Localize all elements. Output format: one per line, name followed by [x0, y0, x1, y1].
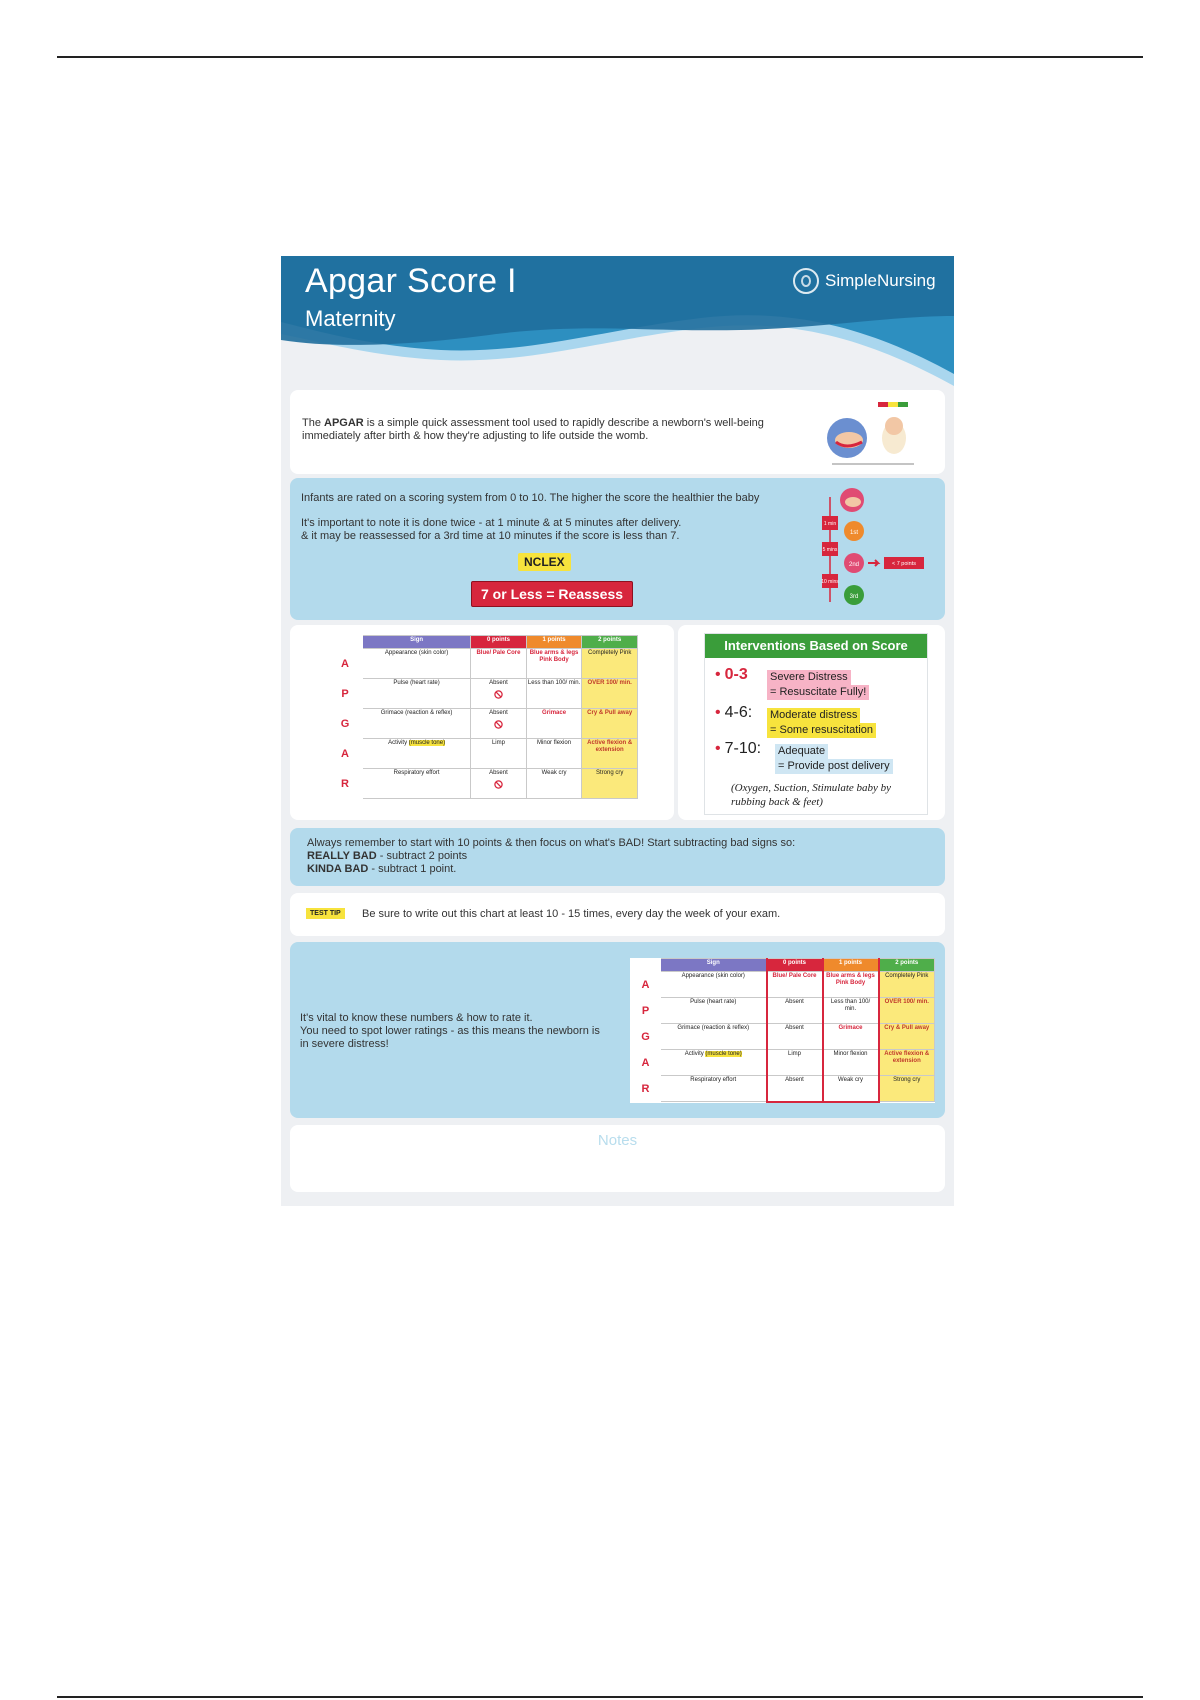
table-row — [328, 709, 638, 739]
row-1-points: Minor flexion — [823, 1050, 879, 1076]
row-0-points: Limp — [471, 739, 527, 769]
no-symbol-icon — [494, 690, 503, 699]
row-0-points: Absent — [767, 1076, 823, 1102]
row-2-points: Strong cry — [582, 769, 638, 799]
row-0-points: Limp — [767, 1050, 823, 1076]
intervention-item: • 7-10: — [715, 740, 762, 757]
table-row — [631, 1076, 935, 1102]
table-header-0-points: 0 points — [767, 959, 823, 972]
row-letter: A — [328, 739, 363, 769]
row-2-points: OVER 100/ min. — [582, 679, 638, 709]
intervention-label: Adequate — [775, 744, 828, 759]
row-sign: Grimace (reaction & reflex) — [363, 709, 471, 739]
row-sign: Respiratory effort — [363, 769, 471, 799]
row-letter: R — [631, 1076, 661, 1102]
scoring-text-timing: It's important to note it is done twice - at 1 minute & at 5 minutes after delivery. & it may be reassessed for a 3rd time at 10 minutes if the score is less than 7. — [301, 517, 682, 542]
row-letter: G — [328, 709, 363, 739]
table-row — [631, 1024, 935, 1050]
nclex-badge: NCLEX — [518, 553, 571, 571]
row-letter: A — [631, 972, 661, 998]
row-letter: G — [631, 1024, 661, 1050]
no-symbol-icon — [494, 780, 503, 789]
bottom-rule — [57, 1696, 1143, 1698]
timeline-label-5min: 5 mins — [822, 547, 838, 553]
row-2-points: Completely Pink — [879, 972, 935, 998]
apgar-table-large — [630, 958, 935, 1103]
row-sign: Pulse (heart rate) — [661, 998, 767, 1024]
notes-card — [290, 1125, 945, 1192]
assessment-timeline-graphic — [810, 482, 940, 617]
table-row — [631, 998, 935, 1024]
table-row — [328, 739, 638, 769]
brand-name: SimpleNursing — [825, 271, 936, 290]
table-row — [328, 679, 638, 709]
row-sign: Activity (muscle tone) — [363, 739, 471, 769]
table-header-sign: Sign — [661, 959, 767, 972]
row-letter: A — [328, 649, 363, 679]
row-1-points: Weak cry — [823, 1076, 879, 1102]
row-sign: Pulse (heart rate) — [363, 679, 471, 709]
intervention-item: • 0-3 — [715, 666, 748, 683]
row-letter: A — [631, 1050, 661, 1076]
intervention-note: (Oxygen, Suction, Stimulate baby by rubbing back & feet) — [731, 782, 892, 808]
row-0-points: Absent — [471, 709, 527, 739]
intervention-label: Moderate distress — [767, 708, 860, 723]
row-sign: Respiratory effort — [661, 1076, 767, 1102]
page-subtitle: Maternity — [305, 306, 396, 331]
vital-numbers-card — [290, 942, 945, 1118]
timeline-arrow-label: < 7 points — [891, 561, 917, 567]
row-0-points: Blue/ Pale Core — [471, 649, 527, 679]
newborn-illustration-icon — [822, 398, 922, 468]
row-2-points: Completely Pink — [582, 649, 638, 679]
test-tip-card — [290, 893, 945, 936]
row-0-points: Absent — [471, 679, 527, 709]
no-symbol-icon — [494, 720, 503, 729]
intervention-action: = Provide post delivery — [775, 759, 893, 774]
row-letter: P — [631, 998, 661, 1024]
row-0-points: Absent — [471, 769, 527, 799]
timeline-step-3rd: 3rd — [849, 594, 859, 600]
apgar-table-small — [327, 635, 638, 799]
timeline-label-10min: 10 mins — [821, 579, 839, 585]
interventions-title: Interventions Based on Score — [705, 634, 927, 658]
intervention-action: = Some resuscitation — [767, 723, 876, 738]
table-header-2-points: 2 points — [582, 636, 638, 649]
row-2-points: Cry & Pull away — [879, 1024, 935, 1050]
intervention-label: Severe Distress — [767, 670, 851, 685]
header-banner — [281, 256, 954, 391]
table-row — [328, 649, 638, 679]
table-row — [631, 972, 935, 998]
table-row — [631, 1050, 935, 1076]
row-sign: Appearance (skin color) — [363, 649, 471, 679]
row-1-points: Weak cry — [526, 769, 582, 799]
timeline-step-1st: 1st — [849, 530, 859, 536]
test-tip-badge: TEST TIP — [306, 908, 345, 919]
table-header-1-points: 1 points — [823, 959, 879, 972]
infographic-sheet — [281, 256, 954, 1206]
scoring-info-card — [290, 478, 945, 620]
row-0-points: Blue/ Pale Core — [767, 972, 823, 998]
intro-text: The APGAR is a simple quick assessment tool used to rapidly describe a newborn's well-being immediately after birth & how they're adjusting to life outside the womb. — [302, 417, 764, 442]
table-header-2-points: 2 points — [879, 959, 935, 972]
row-1-points: Grimace — [823, 1024, 879, 1050]
row-2-points: OVER 100/ min. — [879, 998, 935, 1024]
row-letter: P — [328, 679, 363, 709]
top-rule — [57, 56, 1143, 58]
row-0-points: Absent — [767, 998, 823, 1024]
intervention-action: = Resuscitate Fully! — [767, 685, 869, 700]
apgar-table-card — [290, 625, 674, 820]
scoring-text-line1: Infants are rated on a scoring system from 0 to 10. The higher the score the healthier the baby — [301, 492, 760, 504]
row-sign: Appearance (skin color) — [661, 972, 767, 998]
remember-text: Always remember to start with 10 points & then focus on what's BAD! Start subtracting bad signs so: REALLY BAD - subtract 2 points KINDA BAD - subtract 1 point. — [307, 837, 796, 875]
simplenursing-logo-icon — [793, 268, 819, 294]
intro-card — [290, 390, 945, 474]
page-title: Apgar Score I — [305, 262, 517, 300]
test-tip-text: Be sure to write out this chart at least 10 - 15 times, every day the week of your exam. — [362, 908, 781, 920]
row-1-points: Minor flexion — [526, 739, 582, 769]
row-sign: Grimace (reaction & reflex) — [661, 1024, 767, 1050]
row-sign: Activity (muscle tone) — [661, 1050, 767, 1076]
table-header-sign: Sign — [363, 636, 471, 649]
timeline-label-1min: 1 min — [823, 521, 837, 527]
row-letter: R — [328, 769, 363, 799]
table-header-0-points: 0 points — [471, 636, 527, 649]
row-1-points: Blue arms & legs Pink Body — [526, 649, 582, 679]
remember-card — [290, 828, 945, 886]
row-1-points: Blue arms & legs Pink Body — [823, 972, 879, 998]
intervention-item: • 4-6: — [715, 704, 753, 721]
brand-logo — [793, 268, 936, 294]
timeline-step-2nd: 2nd — [848, 562, 860, 568]
notes-title: Notes — [597, 1132, 638, 1149]
table-header-1-points: 1 points — [526, 636, 582, 649]
table-header-blank — [328, 636, 363, 649]
vital-text: It's vital to know these numbers & how to rate it. You need to spot lower ratings - as this means the newborn is in severe distress! — [300, 1012, 600, 1050]
interventions-card — [678, 625, 945, 820]
interventions-box — [704, 633, 928, 815]
row-2-points: Active flexion & extension — [582, 739, 638, 769]
row-1-points: Grimace — [526, 709, 582, 739]
row-2-points: Cry & Pull away — [582, 709, 638, 739]
reassess-badge: 7 or Less = Reassess — [471, 581, 633, 607]
row-2-points: Active flexion & extension — [879, 1050, 935, 1076]
row-2-points: Strong cry — [879, 1076, 935, 1102]
row-1-points: Less than 100/ min. — [526, 679, 582, 709]
row-1-points: Less than 100/ min. — [823, 998, 879, 1024]
row-0-points: Absent — [767, 1024, 823, 1050]
table-header-blank — [631, 959, 661, 972]
table-row — [328, 769, 638, 799]
